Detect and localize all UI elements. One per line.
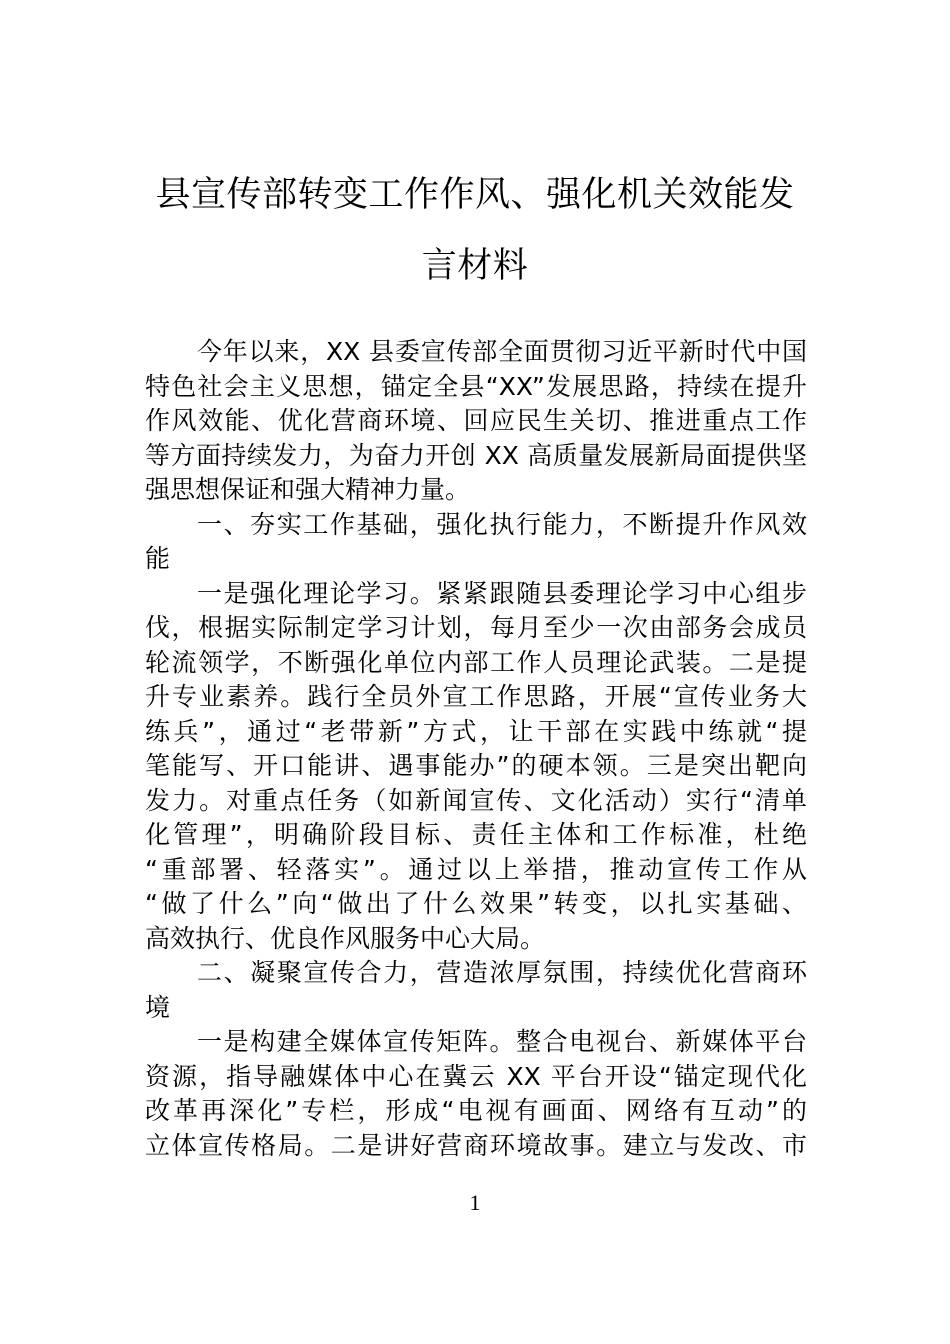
body-text-line: 伐，根据实际制定学习计划，每月至少一次由部务会成员 [145,613,807,642]
document-title-line-2: 言材料 [421,246,529,286]
body-text-line: 特色社会主义思想，锚定全县“XX”发展思路，持续在提升 [145,371,807,401]
document-body [145,335,807,1163]
body-text-line: 一是强化理论学习。紧紧跟随县委理论学习中心组步 [197,578,807,608]
body-text-line: 一是构建全媒体宣传矩阵。整合电视台、新媒体平台 [197,1027,807,1056]
body-text-line: 改革再深化”专栏，形成“电视有画面、网络有互动”的 [145,1096,807,1125]
body-text-line: 资源，指导融媒体中心在冀云 XX 平台开设“锚定现代化 [145,1061,807,1091]
body-text-line: 能 [145,544,171,573]
body-text-line: 笔能写、开口能讲、遇事能办”的硬本领。三是突出靶向 [145,751,807,780]
body-text-line: “做了什么”向“做出了什么效果”转变，以扎实基础、 [145,889,807,918]
body-text-line: 立体宣传格局。二是讲好营商环境故事。建立与发改、市 [145,1130,807,1160]
body-text-line: 境 [145,992,171,1022]
document-title-line-1: 县宣传部转变工作作风、强化机关效能发 [155,175,795,215]
body-text-line: 轮流领学，不断强化单位内部工作人员理论武装。二是提 [145,647,807,677]
body-text-line: 化管理”，明确阶段目标、责任主体和工作标准，杜绝 [145,820,807,849]
body-text-line: 发力。对重点任务（如新闻宣传、文化活动）实行“清单 [145,785,807,815]
body-text-line: 今年以来，XX 县委宣传部全面贯彻习近平新时代中国 [197,337,807,366]
body-text-line: 作风效能、优化营商环境、回应民生关切、推进重点工作 [145,406,807,435]
body-text-line: 二、凝聚宣传合力，营造浓厚氛围，持续优化营商环 [197,958,807,987]
page-number: 1 [469,1190,481,1215]
body-text-line: “重部署、轻落实”。通过以上举措，推动宣传工作从 [145,854,807,884]
body-text-line: 练兵”，通过“老带新”方式，让干部在实践中练就“提 [145,716,807,746]
body-text-line: 一、夯实工作基础，强化执行能力，不断提升作风效 [197,509,807,539]
body-text-line: 等方面持续发力，为奋力开创 XX 高质量发展新局面提供坚 [145,440,807,470]
body-text-line: 强思想保证和强大精神力量。 [145,475,471,504]
body-text-line: 升专业素养。践行全员外宣工作思路，开展“宣传业务大 [145,682,807,711]
body-text-line: 高效执行、优良作风服务中心大局。 [145,923,546,953]
